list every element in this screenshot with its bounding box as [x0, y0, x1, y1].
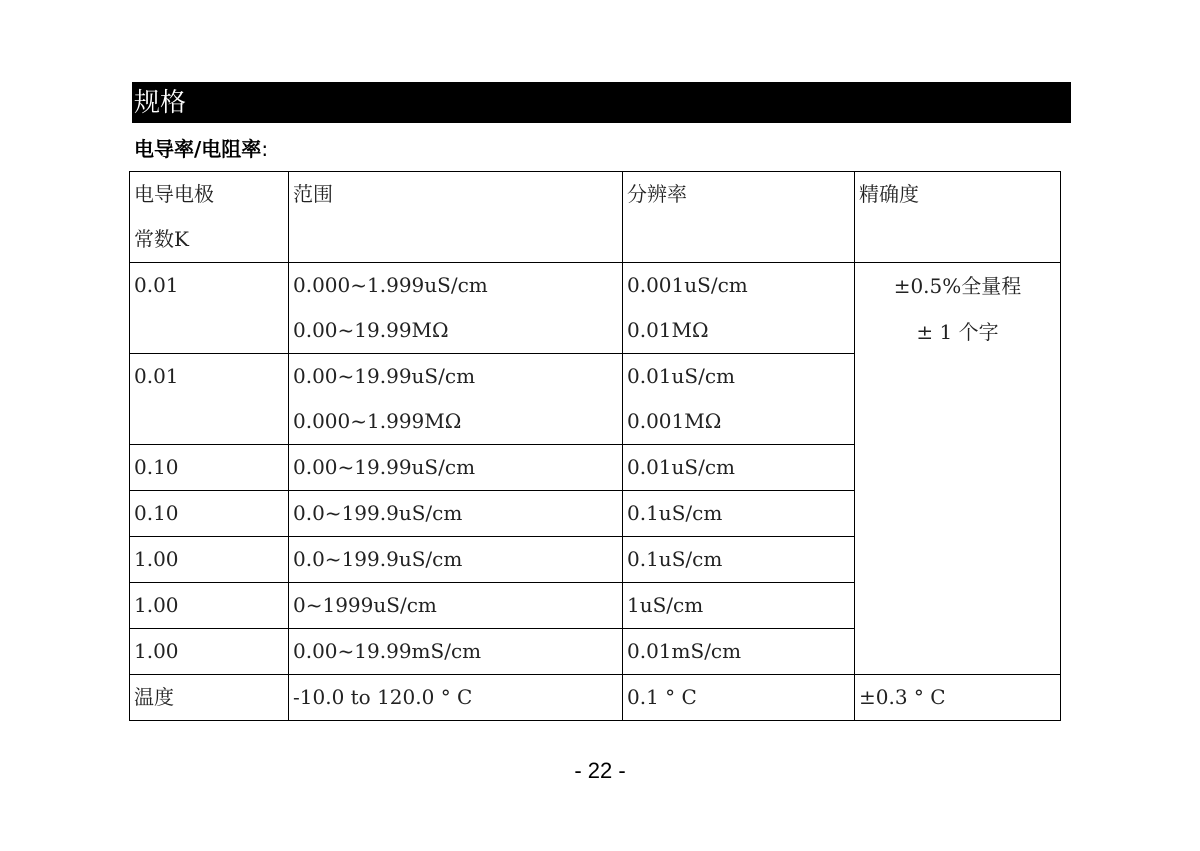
range-value: 0.0~199.9uS/cm [293, 501, 463, 525]
range-value: 0.000~1.999MΩ [293, 409, 462, 433]
k-cell [130, 583, 289, 629]
temperature-label: 温度 [134, 685, 174, 709]
header-k-line2: 常数K [134, 227, 189, 251]
resolution-value: 0.01MΩ [627, 318, 709, 342]
range-cell [289, 354, 623, 445]
k-value: 1.00 [134, 639, 179, 663]
range-value: 0.00~19.99uS/cm [293, 455, 476, 479]
range-value: 0~1999uS/cm [293, 593, 437, 617]
k-cell [130, 354, 289, 445]
temperature-row [130, 675, 1061, 721]
temperature-range: -10.0 to 120.0 ° C [293, 685, 473, 709]
resolution-value: 0.01mS/cm [627, 639, 742, 663]
resolution-cell [623, 263, 855, 354]
range-value: 0.00~19.99MΩ [293, 318, 449, 342]
resolution-value: 0.1uS/cm [627, 547, 723, 571]
resolution-value: 0.001uS/cm [627, 273, 748, 297]
k-value: 0.01 [134, 364, 179, 388]
k-value: 1.00 [134, 547, 179, 571]
resolution-cell [623, 491, 855, 537]
subtitle-label: 电导率/电阻率 [134, 137, 262, 161]
k-cell [130, 491, 289, 537]
header-cell-range [289, 172, 623, 263]
header-cell-k [130, 172, 289, 263]
temperature-accuracy: ±0.3 ° C [859, 685, 946, 709]
temperature-label-cell [130, 675, 289, 721]
spec-table [129, 171, 1061, 721]
resolution-cell [623, 354, 855, 445]
resolution-value: 1uS/cm [627, 593, 704, 617]
range-cell [289, 491, 623, 537]
k-value: 0.10 [134, 501, 179, 525]
resolution-value: 0.01uS/cm [627, 455, 736, 479]
resolution-value: 0.001MΩ [627, 409, 722, 433]
section-title-bar [132, 82, 1071, 123]
range-cell [289, 537, 623, 583]
temperature-range-cell [289, 675, 623, 721]
range-value: 0.000~1.999uS/cm [293, 273, 488, 297]
resolution-value: 0.1uS/cm [627, 501, 723, 525]
range-cell [289, 629, 623, 675]
header-range: 范围 [293, 182, 333, 206]
k-cell [130, 629, 289, 675]
range-value: 0.00~19.99mS/cm [293, 639, 482, 663]
table-header-row [130, 172, 1061, 263]
range-value: 0.00~19.99uS/cm [293, 364, 476, 388]
accuracy-value: ±0.5%全量程 [893, 274, 1022, 298]
subtitle [134, 135, 268, 163]
resolution-cell [623, 583, 855, 629]
k-value: 0.10 [134, 455, 179, 479]
temperature-resolution-cell [623, 675, 855, 721]
accuracy-value: ± 1 个字 [916, 320, 999, 344]
header-resolution: 分辨率 [627, 182, 687, 206]
resolution-cell [623, 629, 855, 675]
k-cell [130, 445, 289, 491]
header-cell-accuracy [855, 172, 1061, 263]
table-row [130, 263, 1061, 354]
section-title: 规格 [134, 88, 187, 118]
accuracy-merged-cell [855, 263, 1061, 675]
range-cell [289, 263, 623, 354]
subtitle-colon: : [261, 137, 269, 161]
k-cell [130, 263, 289, 354]
resolution-cell [623, 537, 855, 583]
temperature-accuracy-cell [855, 675, 1061, 721]
range-value: 0.0~199.9uS/cm [293, 547, 463, 571]
header-cell-resolution [623, 172, 855, 263]
resolution-value: 0.01uS/cm [627, 364, 736, 388]
k-value: 1.00 [134, 593, 179, 617]
temperature-resolution: 0.1 ° C [627, 685, 697, 709]
range-cell [289, 583, 623, 629]
header-k-line1: 电导电极 [134, 182, 214, 206]
k-cell [130, 537, 289, 583]
range-cell [289, 445, 623, 491]
resolution-cell [623, 445, 855, 491]
header-accuracy: 精确度 [859, 182, 919, 206]
page-number: - 22 - [574, 758, 626, 783]
k-value: 0.01 [134, 273, 179, 297]
